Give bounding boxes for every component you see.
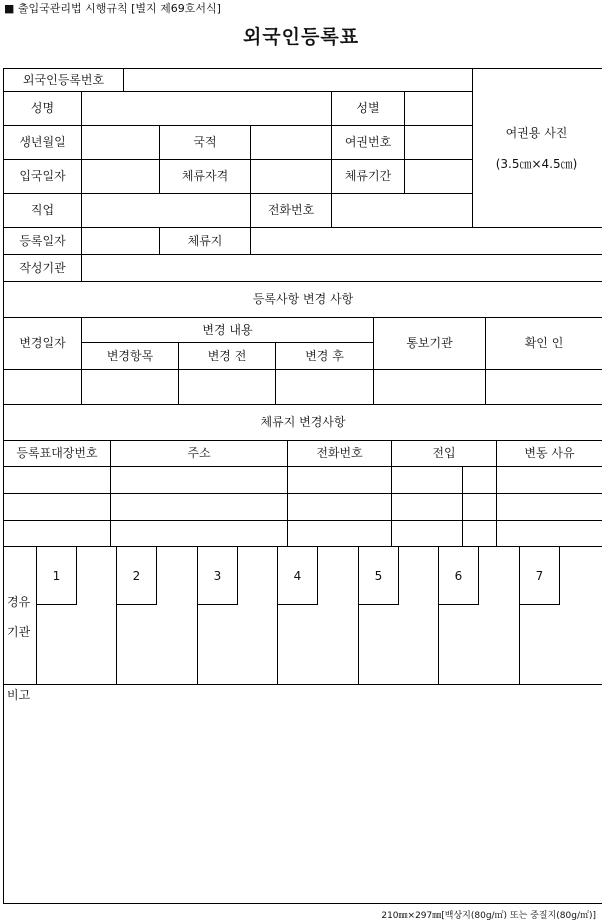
residence-label: 체류지 [187,233,223,248]
rule [123,68,124,91]
rule [3,466,602,467]
rule [250,125,251,193]
agency-slot-7: 7 [520,547,560,605]
rule [81,91,82,281]
nationality-label: 국적 [193,135,217,150]
paper-spec: 210㎜×297㎜[백상지(80g/㎡) 또는 중질지(80g/㎡)] [381,911,596,921]
rule [3,369,602,370]
reg-date-label: 등록일자 [19,233,66,248]
job-label: 직업 [30,203,55,218]
rule [3,520,602,521]
before-label: 변경 전 [207,348,247,363]
change-date-label: 변경일자 [19,336,66,351]
change-content-label: 변경 내용 [202,322,253,337]
photo-label: 여권용 사진 [505,126,568,140]
agency-slot-6: 6 [439,547,479,605]
change-item-label: 변경항목 [106,348,154,363]
after-label: 변경 후 [305,348,344,363]
birth-label: 생년월일 [19,135,66,150]
name-label: 성명 [30,101,55,116]
agency-slot-3: 3 [198,547,238,605]
agency-slot-1: 1 [37,547,77,605]
change-section-heading: 등록사항 변경 사항 [252,292,354,307]
ledger-no-label: 등록표대장번호 [16,446,98,461]
address-label: 주소 [187,446,211,461]
author-label: 작성기관 [19,260,66,275]
entry-date-label: 입국일자 [19,169,66,184]
rule [462,466,463,546]
agency-slot-4: 4 [278,547,318,605]
passport-label: 여권번호 [344,135,392,150]
remarks-label: 비고 [7,687,31,702]
rule [3,493,602,494]
status-label: 체류자격 [181,169,229,184]
photo-size: (3.5㎝×4.5㎝) [495,157,578,171]
residence-change-heading: 체류지 변경사항 [260,415,346,430]
rule [3,254,602,255]
phone-label: 전화번호 [267,203,315,218]
notify-org-label: 통보기관 [406,336,453,351]
agency-slot-2: 2 [117,547,157,605]
rule [3,227,602,228]
move-in-label: 전입 [432,446,456,461]
registration-form [3,68,602,904]
rule [3,684,602,685]
rule [404,91,405,193]
via-label: 경유 [7,595,31,609]
form-reference-note: ■ 출입국관리법 시행규칙 [별지 제69호서식] [4,2,221,15]
agency-slot-5: 5 [359,547,399,605]
form-title: 외국인등록표 [242,26,360,48]
confirm-label: 확인 인 [524,336,564,351]
reason-label: 변동 사유 [524,446,575,461]
reg-number-label: 외국인등록번호 [22,72,105,87]
agency-label: 기관 [7,625,31,639]
phone-col-label: 전화번호 [316,446,363,461]
photo-box [472,69,601,227]
sex-label: 성별 [356,101,380,116]
period-label: 체류기간 [344,169,392,184]
rule [250,227,251,254]
